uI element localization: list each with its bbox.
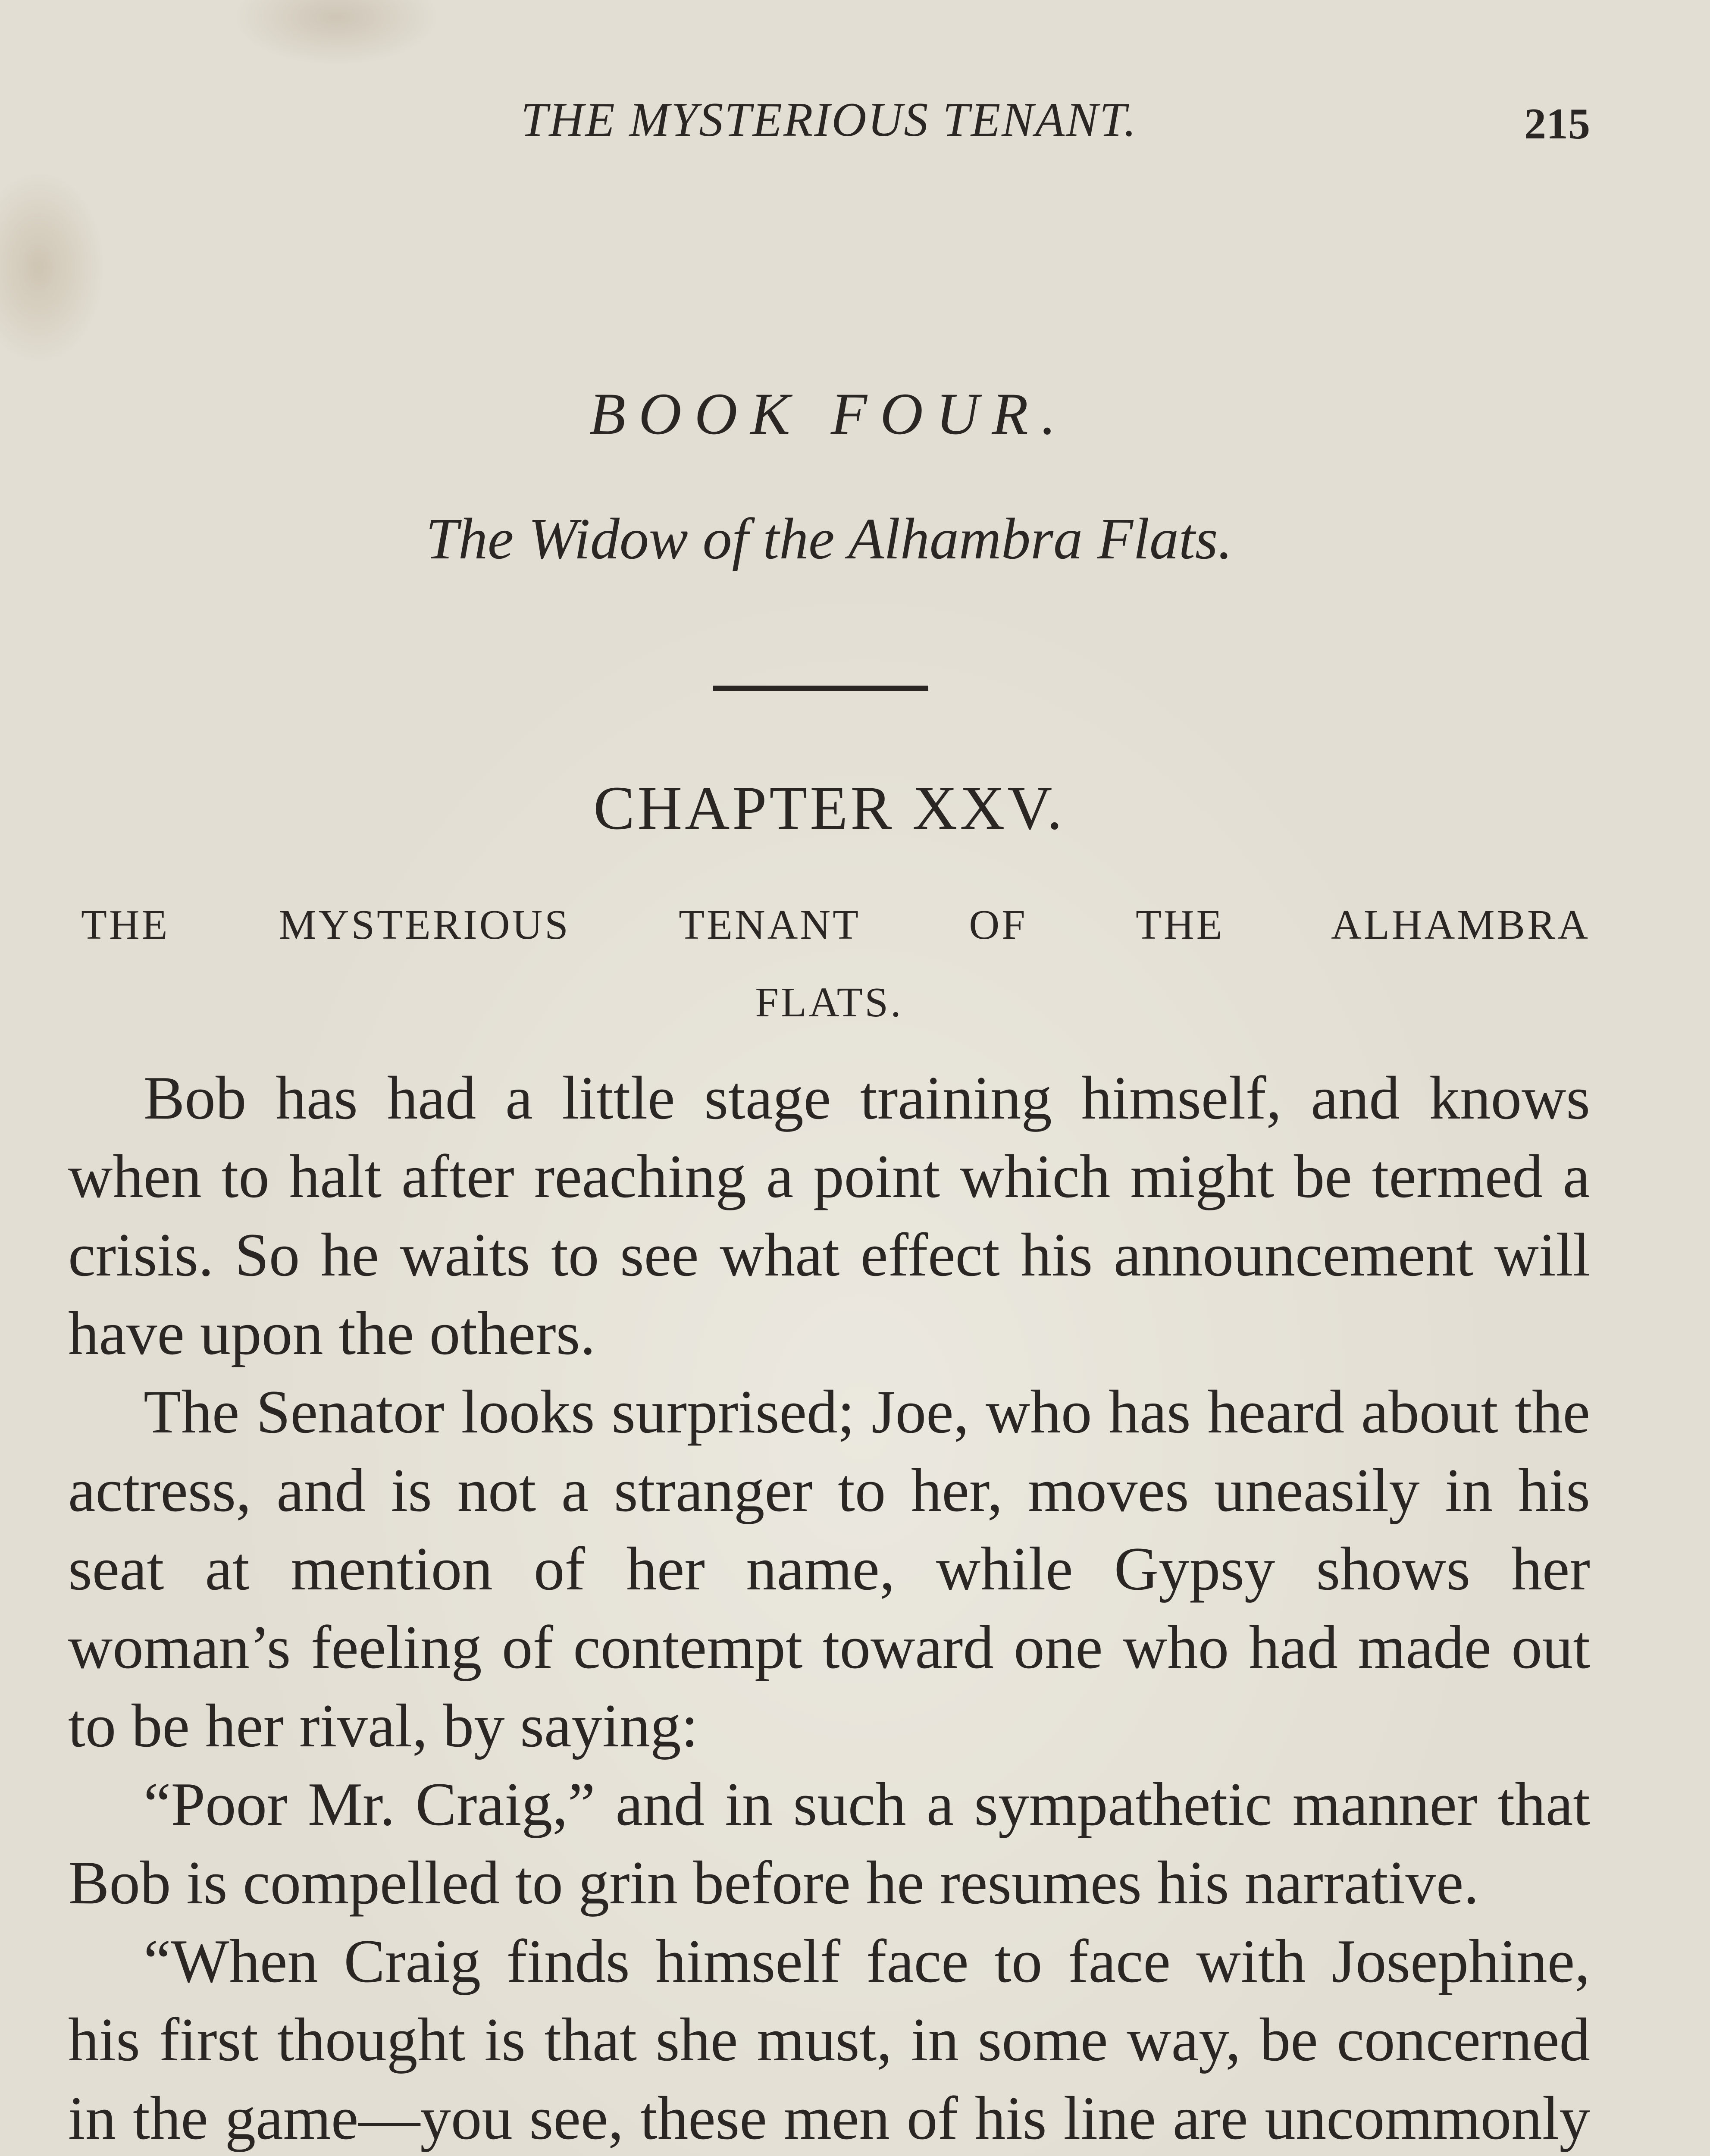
- paragraph: “Poor Mr. Craig,” and in such a sympathetic manner that Bob is compelled to grin before he resumes his narrative.: [68, 1770, 1590, 1917]
- book-subtitle: The Widow of the Alhambra Flats.: [426, 507, 1233, 571]
- paragraph: “When Craig finds himself face to face with Josephine, his first thought is that she must, in some way, be concerned in the game—you see, these men of his line are uncommonly: [68, 1927, 1590, 2152]
- paragraph: Bob has had a little stage training himself, and knows when to halt after reaching a point which might be termed a crisis. So he waits to see what effect his announcement will have upon the others.: [68, 1064, 1590, 1367]
- book-title: BOOK FOUR.: [589, 381, 1069, 447]
- chapter-heading-line-2: FLATS.: [755, 979, 903, 1026]
- paragraph: The Senator looks surprised; Joe, who has heard about the actress, and is not a stranger to her, moves uneasily in his seat at mention of her name, while Gypsy shows her woman’s feeling of contempt toward one who had made out to be her rival, by saying:: [68, 1378, 1590, 1760]
- page-number: 215: [1524, 100, 1590, 148]
- running-head-title: THE MYSTERIOUS TENANT.: [521, 93, 1137, 147]
- chapter-heading-line-1: THE MYSTERIOUS TENANT OF THE ALHAMBRA: [81, 902, 1590, 948]
- chapter-number: CHAPTER XXV.: [593, 774, 1065, 843]
- section-divider: [713, 686, 928, 691]
- running-head: [68, 94, 1590, 146]
- chapter-body: [68, 1059, 1590, 2156]
